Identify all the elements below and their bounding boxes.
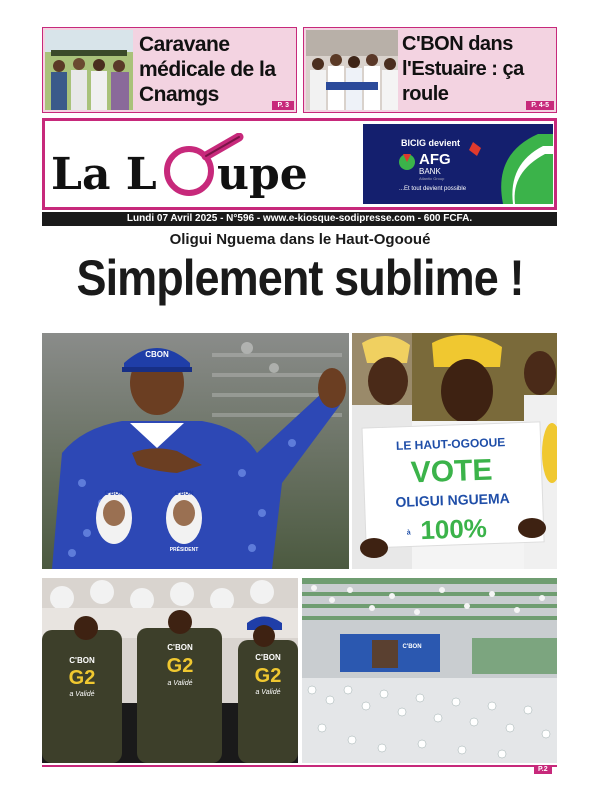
teaser-cbon-estuaire[interactable] [303,27,557,113]
bank-ad-banner[interactable] [363,124,553,204]
cap-text: CBON [145,350,169,359]
teaser-title: C'BON dans l'Estuaire : ça roule [402,33,524,105]
logo-text-right: upe [217,149,308,200]
vest-text-bot: a Validé [167,680,193,687]
logo[interactable] [49,133,354,203]
vest-text-top: C'BON [167,643,193,652]
sign-line2: VOTE [410,453,493,490]
footer-rule [42,765,557,767]
footer-page-tag: P.2 [534,765,552,774]
teaser-title: Caravane médicale de la Cnamgs [139,33,276,106]
page-ref-tag: P. 4-5 [526,101,554,110]
vest-text-mid: G2 [166,655,194,677]
teaser-caravane[interactable] [42,27,297,113]
vest-text-bot: a Validé [69,691,95,698]
sign-line5: 100% [419,512,488,546]
teaser-photo-caravane [45,30,133,110]
ad-tagline: ...Et tout devient possible [399,186,467,192]
issue-info-bar: Lundi 07 Avril 2025 - N°596 - www.e-kiosque-sodipresse.com - 600 FCFA. [42,212,557,226]
masthead [42,118,557,210]
photo-president[interactable] [42,333,349,569]
ad-group: Atlantic Group [419,176,445,181]
teaser-photo-cbon [306,30,398,110]
ad-headline: BICIG devient [401,138,461,148]
main-headline[interactable]: Simplement sublime ! [76,250,524,306]
sign-line4: à [406,529,411,537]
ad-brand-sub: BANK [419,167,441,176]
shirt-bottom-text: PRÉSIDENT [169,547,199,553]
photo-supporter-sign[interactable] [352,333,557,569]
shirt-left-text: C'BON [104,491,124,497]
page-ref-tag: P. 3 [272,101,294,110]
screen-text: C'BON [402,644,422,650]
vest-text-top: C'BON [69,656,95,665]
vest-text-top: C'BON [255,653,281,662]
vest-text-bot: a Validé [255,689,281,696]
logo-text-left: La L [51,149,157,200]
vest-text-mid: G2 [254,665,282,687]
ad-brand: AFG [419,151,451,168]
vest-text-mid: G2 [68,667,96,689]
sign-line3: OLIGUI NGUEMA [395,489,511,510]
shirt-right-text: C'BON [174,491,194,497]
photo-stadium-crowd[interactable] [302,578,557,763]
sign-line1: LE HAUT-OGOOUE [395,435,506,453]
kicker: Oligui Nguema dans le Haut-Ogooué [169,231,431,248]
butterfly-icon [469,142,481,156]
photo-g2-volunteers[interactable] [42,578,298,763]
